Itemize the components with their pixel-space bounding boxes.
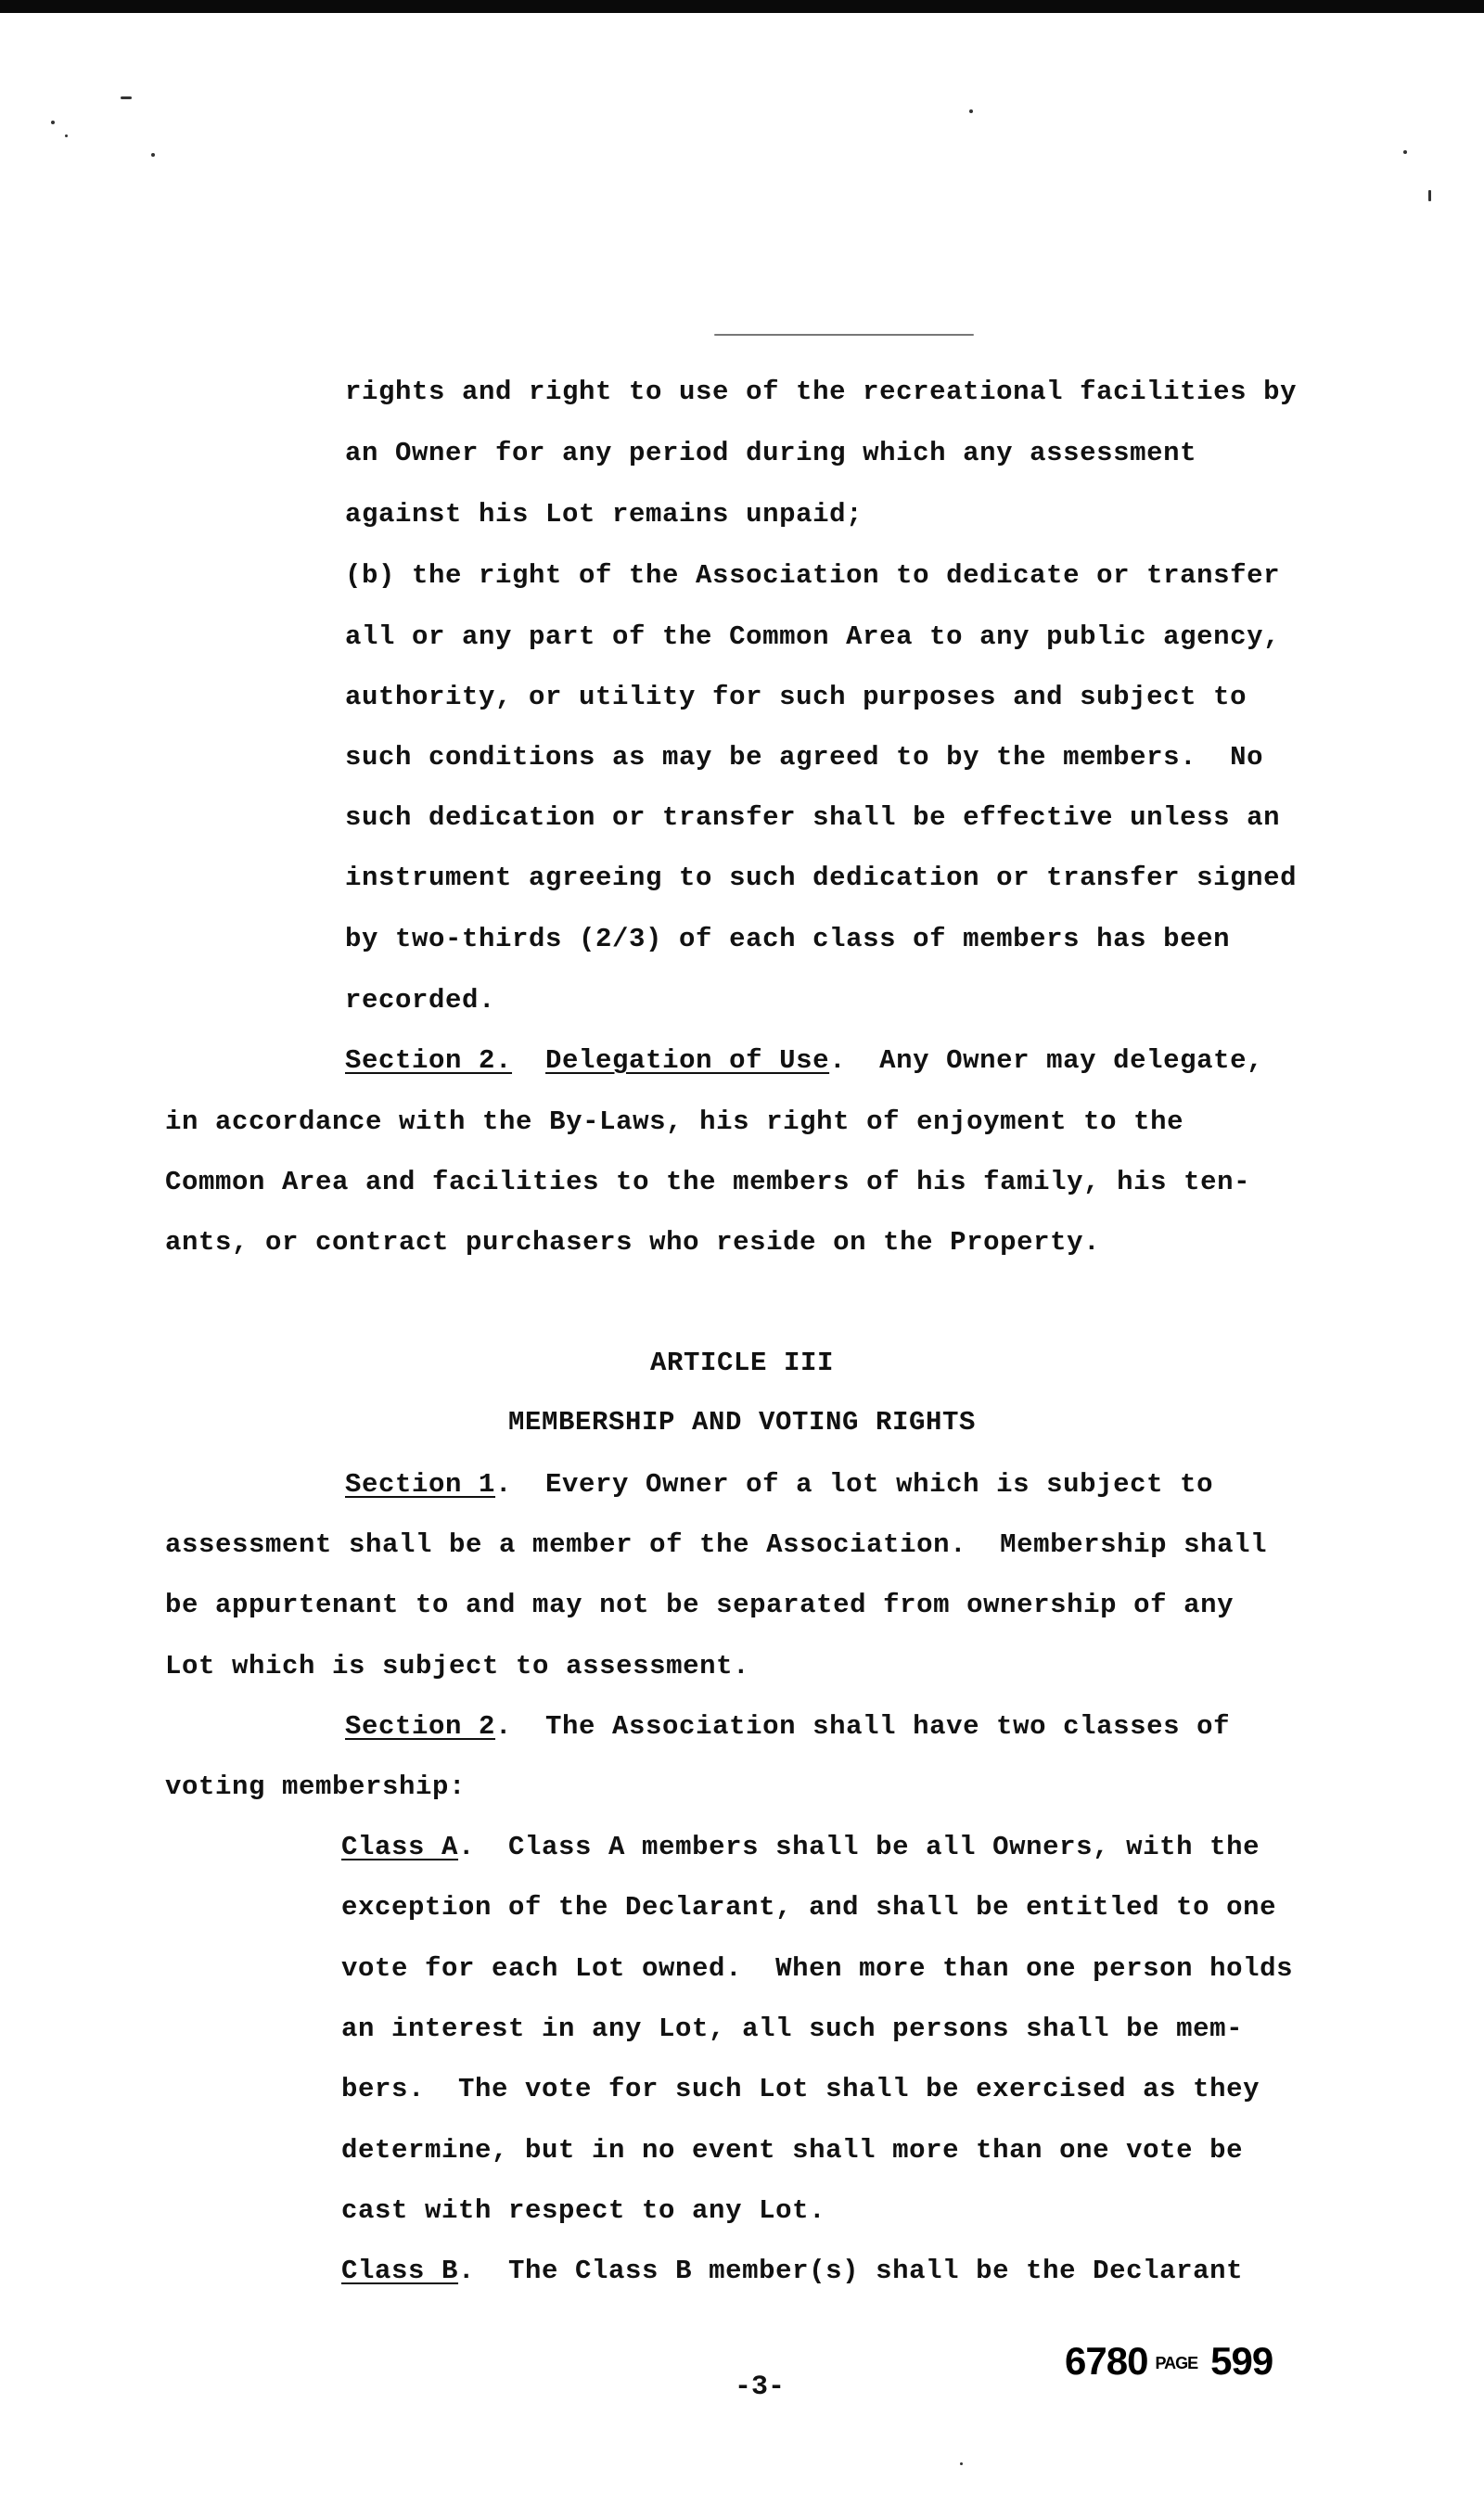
section-heading: Section 1 (345, 1469, 496, 1500)
class-heading: Class A (341, 1832, 459, 1862)
body-line: ants, or contract purchasers who reside on the Property. (165, 1227, 1101, 1258)
section-text: . The Association shall have two classes of (495, 1711, 1231, 1742)
body-line: an interest in any Lot, all such persons shall be mem- (341, 2014, 1244, 2044)
body-line: vote for each Lot owned. When more than one person holds (341, 1953, 1294, 1984)
section-text: . Every Owner of a lot which is subject to (495, 1469, 1214, 1500)
class-a-first-line (341, 1829, 1260, 1866)
body-line: all or any part of the Common Area to any public agency, (345, 621, 1281, 652)
body-line: bers. The vote for such Lot shall be exercised as they (341, 2074, 1260, 2104)
body-line: by two-thirds (2/3) of each class of members has been (345, 924, 1231, 954)
section-1-first-line (345, 1466, 1213, 1503)
book-number: 6780 (1065, 2339, 1148, 2383)
article-title: MEMBERSHIP AND VOTING RIGHTS (507, 1407, 977, 1438)
section-heading: Section 2 (345, 1711, 496, 1742)
body-line: an Owner for any period during which any assessment (345, 438, 1197, 468)
body-line: Lot which is subject to assessment. (165, 1651, 750, 1681)
class-text: . The Class B member(s) shall be the Declarant (458, 2256, 1244, 2286)
section-2-use-first-line (345, 1042, 1263, 1080)
body-line: (b) the right of the Association to dedicate or transfer (345, 560, 1281, 591)
body-line: against his Lot remains unpaid; (345, 499, 864, 530)
body-line: authority, or utility for such purposes and subject to (345, 682, 1247, 712)
article-number: ARTICLE III (649, 1348, 835, 1378)
body-line: such conditions as may be agreed to by the members. No (345, 742, 1264, 773)
body-line: rights and right to use of the recreational facilities by (345, 377, 1298, 407)
body-line: assessment shall be a member of the Association. Membership shall (165, 1529, 1268, 1560)
body-line: determine, but in no event shall more than one vote be (341, 2135, 1244, 2166)
body-line: such dedication or transfer shall be effective unless an (345, 802, 1281, 833)
class-heading: Class B (341, 2256, 459, 2286)
body-line: recorded. (345, 985, 496, 1016)
section-title: Delegation of Use (545, 1045, 830, 1076)
body-line: in accordance with the By-Laws, his right of enjoyment to the (165, 1106, 1184, 1137)
book-page-stamp (1065, 2339, 1273, 2384)
section-text: . Any Owner may delegate, (829, 1045, 1264, 1076)
body-line: instrument agreeing to such dedication or transfer signed (345, 863, 1298, 893)
body-line: voting membership: (165, 1771, 467, 1802)
body-line: cast with respect to any Lot. (341, 2195, 826, 2226)
section-2-classes-first-line (345, 1708, 1230, 1745)
class-text: . Class A members shall be all Owners, with the (458, 1832, 1260, 1862)
stamp-page-number: 599 (1210, 2339, 1273, 2383)
page-label: PAGE (1155, 2354, 1198, 2373)
body-line: be appurtenant to and may not be separated from ownership of any (165, 1590, 1235, 1620)
page-number: -3- (735, 2372, 786, 2403)
body-line: Common Area and facilities to the members of his family, his ten- (165, 1167, 1251, 1197)
class-b-first-line (341, 2253, 1243, 2290)
body-line: exception of the Declarant, and shall be entitled to one (341, 1892, 1277, 1923)
section-heading: Section 2. (345, 1045, 513, 1076)
